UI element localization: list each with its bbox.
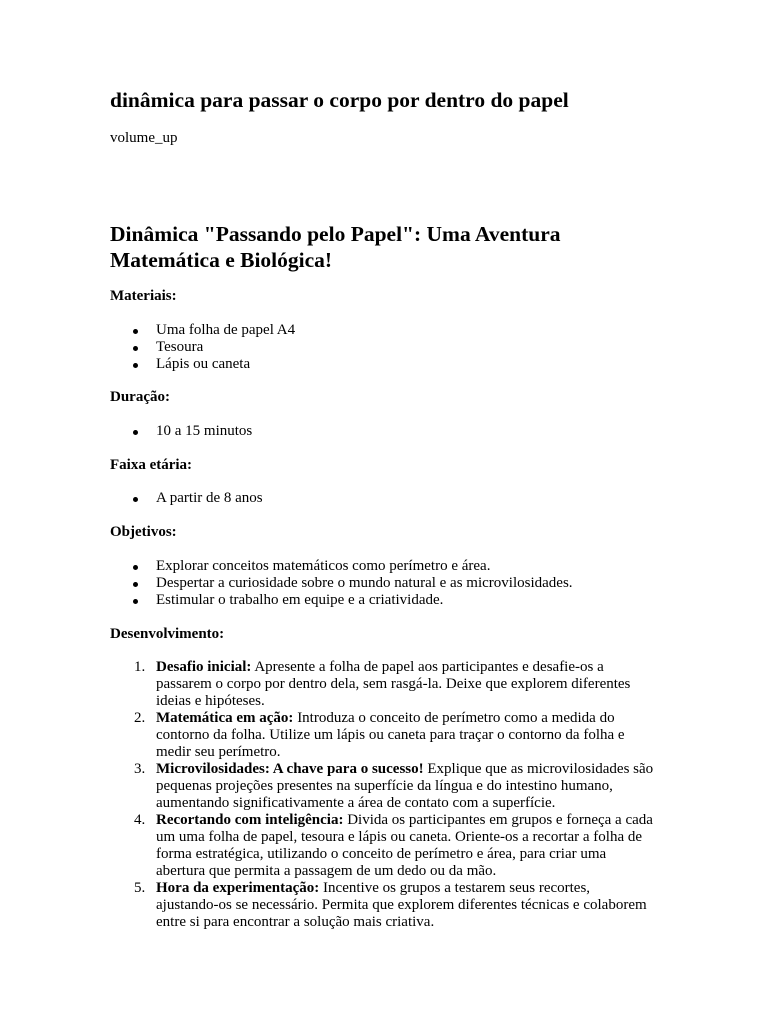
step-text: Explique que as microvilosidades são pequenas projeções presentes na superfície da língua e do intestino humano, aumentando significativamente a área de contato com a superfície. [156,761,654,811]
step-text: Introduza o conceito de perímetro como a medida do contorno da folha. Utilize um lápis ou caneta para traçar o contorno da folha e medir seu perímetro. [156,710,625,760]
step-item [110,880,656,931]
list-item: Despertar a curiosidade sobre o mundo natural e as microvilosidades. [110,575,573,592]
prompt-title: dinâmica para passar o corpo por dentro do papel [110,88,569,112]
list-item: Estimular o trabalho em equipe e a criatividade. [110,592,573,609]
faixa-etaria-label: Faixa etária: [110,457,193,473]
duracao-label: Duração: [110,389,170,405]
objetivos-label: Objetivos: [110,524,177,540]
materiais-label: Materiais: [110,288,177,304]
response-title: Dinâmica "Passando pelo Papel": Uma Aventura Matemática e Biológica! [110,222,561,272]
step-heading: Microvilosidades: A chave para o sucesso! [156,761,424,777]
step-heading: Matemática em ação: [156,710,294,726]
volume-up-label[interactable]: volume_up [110,130,178,146]
step-number: 2. [134,710,146,726]
duracao-list [110,423,252,440]
list-item: Explorar conceitos matemáticos como perímetro e área. [110,558,573,575]
step-text: Divida os participantes em grupos e forneça a cada um uma folha de papel, tesoura e lápis ou caneta. Oriente-os a recortar a folha de forma estratégica, utilizando o conceito de perímetro e área, para criar uma abertura que permita a passagem de um dedo ou da mão. [156,812,653,879]
step-number: 4. [134,812,146,828]
materiais-list [110,322,295,373]
step-text: Incentive os grupos a testarem seus recortes, ajustando-os se necessário. Permita que explorem diferentes técnicas e colaborem entre si para encontrar a solução mais criativa. [156,880,647,930]
step-heading: Desafio inicial: [156,659,252,675]
list-item: Lápis ou caneta [110,356,295,373]
objetivos-list [110,558,573,609]
step-number: 3. [134,761,146,777]
list-item: Tesoura [110,339,295,356]
desenvolvimento-label: Desenvolvimento: [110,626,225,642]
list-item: Uma folha de papel A4 [110,322,295,339]
step-item [110,761,656,812]
step-heading: Recortando com inteligência: [156,812,344,828]
step-number: 1. [134,659,146,675]
step-item [110,659,656,710]
faixa-etaria-list [110,490,263,507]
step-item [110,812,656,880]
step-text: Apresente a folha de papel aos participantes e desafie-os a passarem o corpo por dentro dela, sem rasgá-la. Deixe que explorem diferentes ideias e hipóteses. [156,659,631,709]
step-number: 5. [134,880,146,896]
list-item: A partir de 8 anos [110,490,263,507]
step-item [110,710,656,761]
step-heading: Hora da experimentação: [156,880,320,896]
desenvolvimento-steps [110,659,670,931]
list-item: 10 a 15 minutos [110,423,252,440]
